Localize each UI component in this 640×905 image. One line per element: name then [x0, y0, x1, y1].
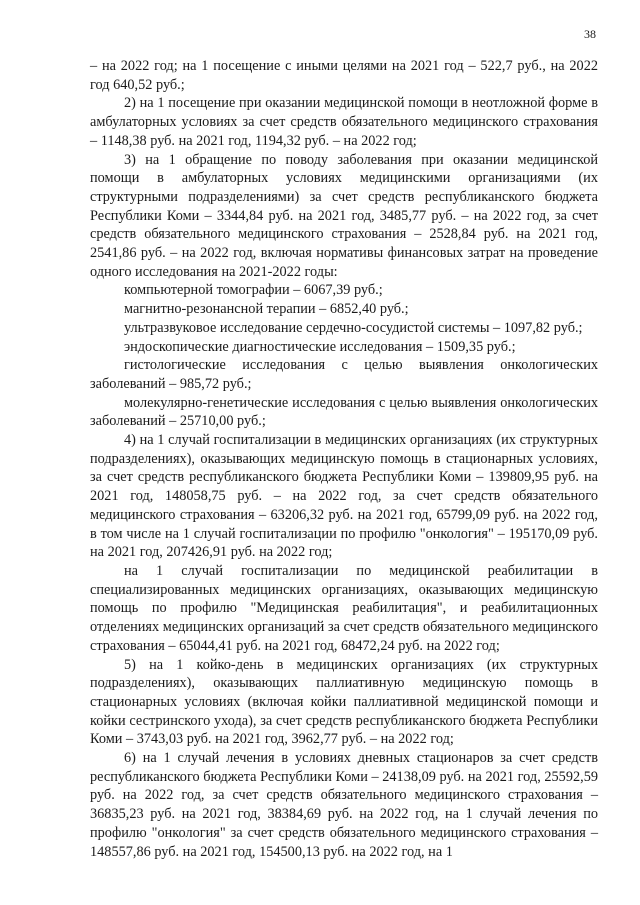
paragraph-7: эндоскопические диагностические исследования – 1509,35 руб.;	[124, 338, 516, 355]
paragraph-12: 5) на 1 койко-день в медицинских организациях (их структурных подразделениях), оказывающих паллиативную медицинскую помощь в стационарных условиях (включая койки паллиативной медицинской помощи и койки сестринского ухода), за счет средств республиканского бюджета Республики Коми – 3743,03 руб. на 2021 год, 3962,77 руб. – на 2022 год;	[90, 656, 598, 748]
paragraph-3: 3) на 1 обращение по поводу заболевания при оказании медицинской помощи в амбулаторных условиях медицинскими организациями (их структурными подразделениями) за счет средств республиканского бюджета Республики Коми – 3344,84 руб. на 2021 год, 3485,77 руб. – на 2022 год, за счет средств обязательного медицинского страхования – 2528,84 руб. на 2021 год, 2541,86 руб. – на 2022 год, включая нормативы финансовых затрат на проведение одного исследования на 2021-2022 годы:	[90, 151, 598, 280]
paragraph-4: компьютерной томографии – 6067,39 руб.;	[124, 282, 383, 299]
paragraph-1: – на 2022 год; на 1 посещение с иными целями на 2021 год – 522,7 руб., на 2022 год 640,52 руб.;	[90, 58, 598, 93]
paragraph-13: 6) на 1 случай лечения в условиях дневных стационаров за счет средств республиканского бюджета Республики Коми – 24138,09 руб. на 2021 год, 25592,59 руб. на 2022 год, за счет средств обязательного медицинского страхования – 36835,23 руб. на 2021 год, 38384,69 руб. на 2022 год, на 1 случай лечения по профилю "онкология" за счет средств обязательного медицинского страхования – 148557,86 руб. на 2021 год, 154500,13 руб. на 2022 год, на 1	[90, 750, 598, 860]
document-body	[90, 57, 598, 861]
paragraph-11: на 1 случай госпитализации по медицинской реабилитации в специализированных медицинских организациях, оказывающих медицинскую помощь по профилю "Медицинская реабилитация", и реабилитационных отделениях медицинских организаций за счет средств обязательного медицинского страхования – 65044,41 руб. на 2021 год, 68472,24 руб. на 2022 год;	[90, 562, 598, 654]
paragraph-9: молекулярно-генетические исследования с целью выявления онкологических заболеваний – 25710,00 руб.;	[90, 394, 598, 430]
paragraph-6: ультразвуковое исследование сердечно-сосудистой системы – 1097,82 руб.;	[124, 319, 583, 336]
paragraph-8: гистологические исследования с целью выявления онкологических заболеваний – 985,72 руб.;	[90, 357, 598, 392]
paragraph-5: магнитно-резонансной терапии – 6852,40 руб.;	[124, 301, 409, 318]
paragraph-2: 2) на 1 посещение при оказании медицинской помощи в неотложной форме в амбулаторных условиях за счет средств обязательного медицинского страхования – 1148,38 руб. на 2021 год, 1194,32 руб. – на 2022 год;	[90, 95, 598, 149]
paragraph-10: 4) на 1 случай госпитализации в медицинских организациях (их структурных подразделениях), оказывающих медицинскую помощь в стационарных условиях, за счет средств республиканского бюджета Республики Коми – 139809,95 руб. на 2021 год, 148058,75 руб. – на 2022 год, за счет средств обязательного медицинского страхования – 63206,32 руб. на 2021 год, 65799,09 руб. на 2022 год, в том числе на 1 случай госпитализации по профилю "онкология" – 195170,09 руб. на 2021 год, 207426,91 руб. на 2022 год;	[90, 432, 598, 561]
page-number: 38	[584, 27, 596, 41]
